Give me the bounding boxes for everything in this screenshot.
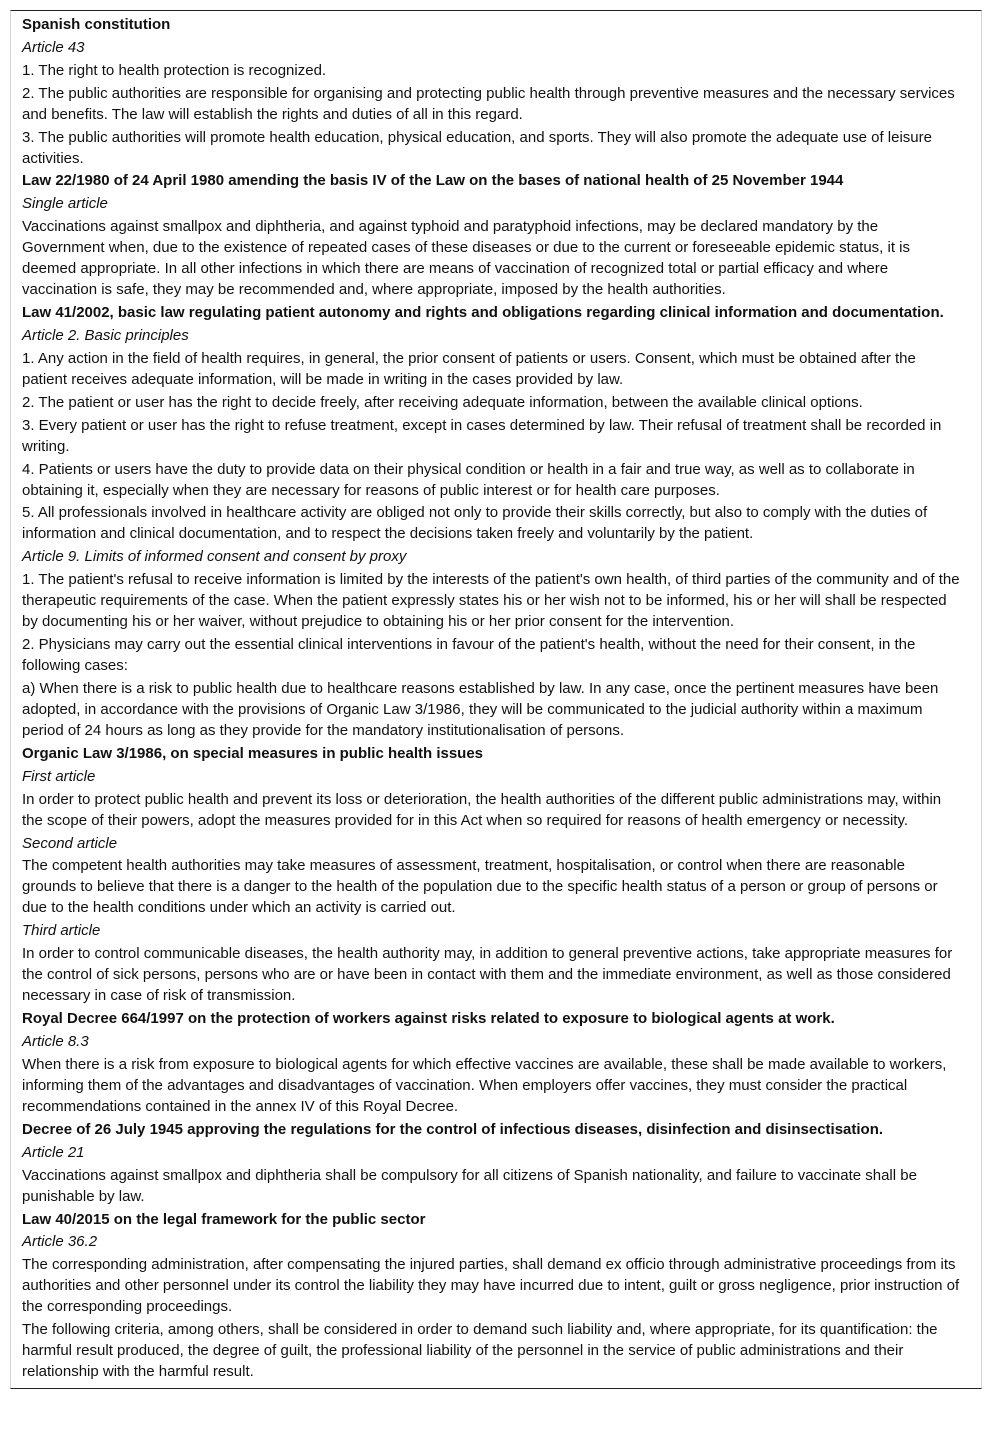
paragraph: 2. The public authorities are responsible for organising and protecting public health through preventive measures and the necessary services and benefits. The law will establish the rights and duties of all in this regard.	[22, 84, 955, 123]
paragraph: The competent health authorities may take measures of assessment, treatment, hospitalisation, or control when there are reasonable grounds to believe that there is a danger to the health of the population due to the specific health status of a person or group of persons or due to the health conditions under which an activity is carried out.	[22, 857, 938, 917]
paragraph: 4. Patients or users have the duty to provide data on their physical condition or health in a fair and true way, as well as to collaborate in obtaining it, especially when they are necessary for reasons of public interest or for health care purposes.	[22, 460, 915, 499]
article-heading: Article 21	[22, 1143, 85, 1161]
paragraph: In order to control communicable diseases, the health authority may, in addition to general preventive actions, take appropriate measures for the control of sick persons, persons who are or have been in contact with them and the immediate environment, as well as those considered necessary in case of risk of transmission.	[22, 945, 953, 1005]
article-heading: Third article	[22, 922, 101, 940]
paragraph: When there is a risk from exposure to biological agents for which effective vaccines are available, these shall be made available to workers, informing them of the advantages and disadvantages of vaccination. When employers offer vaccines, they must consider the practical recommendations contained in the annex IV of this Royal Decree.	[22, 1055, 947, 1115]
paragraph: a) When there is a risk to public health due to healthcare reasons established by law. In any case, once the pertinent measures have been adopted, in accordance with the provisions of Organic Law 3/1986, they will be communicated to the judicial authority within a maximum period of 24 hours as long as they provide for the mandatory institutionalisation of persons.	[22, 680, 939, 740]
paragraph: 5. All professionals involved in healthcare activity are obliged not only to provide their skills correctly, but also to comply with the duties of information and clinical documentation, and to respect the decisions taken freely and voluntarily by the patient.	[22, 504, 928, 543]
law-heading: Royal Decree 664/1997 on the protection of workers against risks related to exposure to biological agents at work.	[22, 1010, 835, 1028]
paragraph: 3. The public authorities will promote health education, physical education, and sports. They will also promote the adequate use of leisure activities.	[22, 128, 932, 167]
paragraph: 2. Physicians may carry out the essential clinical interventions in favour of the patient's health, without the need for their consent, in the following cases:	[22, 636, 916, 675]
law-heading: Organic Law 3/1986, on special measures in public health issues	[22, 744, 484, 762]
paragraph: 1. The right to health protection is recognized.	[22, 61, 327, 79]
article-heading: Article 36.2	[22, 1233, 98, 1251]
law-heading: Law 41/2002, basic law regulating patient autonomy and rights and obligations regarding clinical information and documentation.	[22, 304, 944, 322]
article-heading: Article 2. Basic principles	[22, 327, 189, 345]
paragraph: 3. Every patient or user has the right to refuse treatment, except in cases determined by law. Their refusal of treatment shall be recorded in writing.	[22, 416, 942, 455]
paragraph: The following criteria, among others, shall be considered in order to demand such liability and, where appropriate, for its quantification: the harmful result produced, the degree of guilt, the professional liability of the personnel in the service of public administrations and their relationship with the harmful result.	[22, 1321, 938, 1381]
article-heading: Article 9. Limits of informed consent and consent by proxy	[22, 548, 407, 566]
paragraph: 2. The patient or user has the right to decide freely, after receiving adequate information, between the available clinical options.	[22, 393, 863, 411]
law-heading: Law 22/1980 of 24 April 1980 amending the basis IV of the Law on the bases of national health of 25 November 1944	[22, 172, 844, 190]
article-heading: First article	[22, 767, 96, 785]
paragraph: In order to protect public health and prevent its loss or deterioration, the health authorities of the different public administrations may, within the scope of their powers, adopt the measures provided for in this Act when so required for reasons of health emergency or necessity.	[22, 790, 942, 829]
legal-texts-table	[10, 10, 982, 1389]
paragraph: Vaccinations against smallpox and diphtheria shall be compulsory for all citizens of Spanish nationality, and failure to vaccinate shall be punishable by law.	[22, 1166, 917, 1205]
paragraph: 1. The patient's refusal to receive information is limited by the interests of the patient's own health, of third parties of the community and of the therapeutic requirements of the case. When the patient expressly states his or her wish not to be informed, his or her will shall be respected by documenting his or her waiver, without prejudice to obtaining his or her prior consent for the intervention.	[22, 571, 960, 631]
paragraph: Vaccinations against smallpox and diphtheria, and against typhoid and paratyphoid infections, may be declared mandatory by the Government when, due to the existence of repeated cases of these diseases or due to the current or foreseeable epidemic status, it is deemed appropriate. In all other infections in which there are means of vaccination of recognized total or partial efficacy and where vaccination is safe, they may be recommended and, where appropriate, imposed by the health authorities.	[22, 218, 911, 299]
article-heading: Article 8.3	[22, 1033, 89, 1051]
law-heading: Decree of 26 July 1945 approving the regulations for the control of infectious diseases, disinfection and disinsectisation.	[22, 1120, 884, 1138]
paragraph: The corresponding administration, after compensating the injured parties, shall demand ex officio through administrative proceedings from its authorities and other personnel under its control the liability they may have incurred due to intent, guilt or gross negligence, prior instruction of the corresponding proceedings.	[22, 1256, 960, 1316]
law-heading: Spanish constitution	[22, 16, 171, 33]
paragraph: 1. Any action in the field of health requires, in general, the prior consent of patients or users. Consent, which must be obtained after the patient receives adequate information, will be made in writing in the cases provided by law.	[22, 349, 916, 388]
law-heading: Law 40/2015 on the legal framework for the public sector	[22, 1210, 426, 1228]
article-heading: Single article	[22, 195, 108, 213]
article-heading: Second article	[22, 834, 118, 852]
article-heading: Article 43	[22, 38, 85, 56]
